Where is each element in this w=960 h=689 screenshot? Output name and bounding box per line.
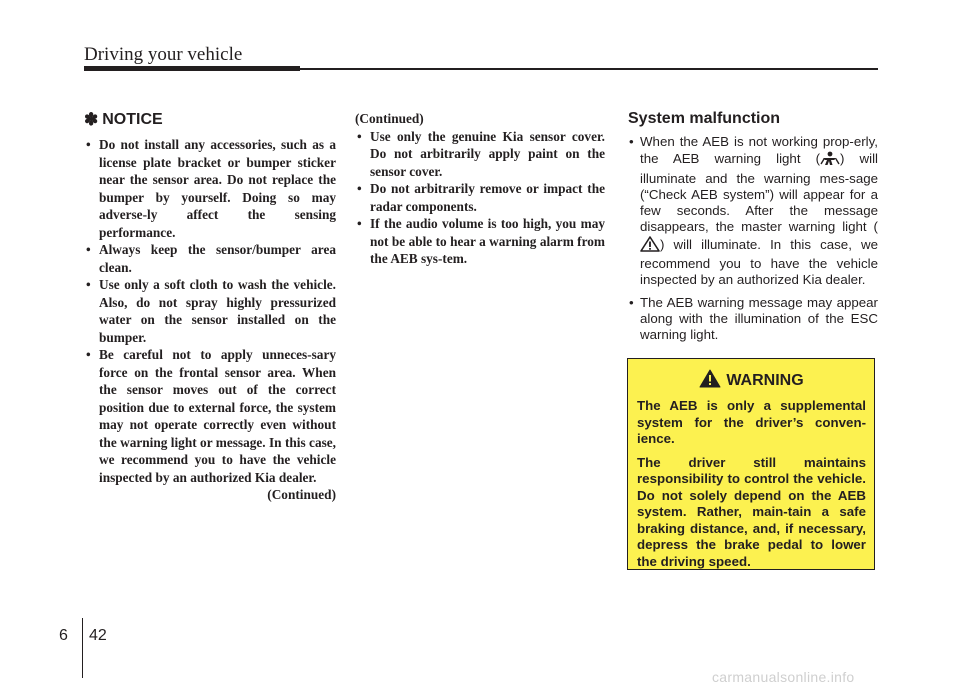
warning-triangle-icon — [699, 369, 726, 393]
notice-bullet-list — [355, 128, 605, 268]
malfunction-bullet-list — [628, 134, 878, 344]
malfunction-column — [628, 110, 878, 350]
warning-title: WARNING — [726, 372, 804, 389]
page-number: 42 — [89, 627, 107, 644]
header-rule-thick — [84, 66, 300, 71]
header-rule-thin — [300, 68, 878, 70]
warning-heading — [637, 369, 866, 393]
chapter-number: 6 — [59, 627, 68, 644]
notice-title: NOTICE — [102, 111, 163, 128]
notice-column-2 — [355, 110, 605, 268]
notice-heading — [84, 110, 336, 130]
notice-bullet: • Do not install any accessories, such as a license plate bracket or bumper sticker near the sensor area. Do not replace the bumper by yourself. Doing so may adverse-ly affect the sensing performance. — [86, 137, 336, 240]
master-warning-triangle-icon — [640, 236, 660, 256]
footer-divider — [82, 618, 83, 678]
warning-paragraph: The driver still maintains responsibility to control the vehicle. Do not solely depend on the AEB system. Rather, main-tain a safe braking distance, and, if necessary, depress the brake pedal to lower the driving speed. — [637, 454, 866, 569]
section-header-title: Driving your vehicle — [84, 44, 243, 65]
continued-label: (Continued) — [355, 111, 424, 126]
aeb-warning-light-icon — [820, 150, 840, 170]
section-heading: System malfunction — [628, 110, 781, 127]
watermark-text: carmanualsonline.info — [712, 669, 855, 685]
malfunction-bullet: • When the AEB is not working prop-erly, the AEB warning light ( ) will illuminate and the warning mes-sage (“Check AEB system”) will appear for a few seconds. After the message disappears, the master warning light () will illuminate. In this case, we recommend you to have the vehicle inspected by an authorized Kia dealer. — [629, 134, 878, 288]
notice-bullet: • Always keep the sensor/bumper area clean. — [86, 242, 336, 275]
notice-column-1 — [84, 110, 336, 504]
notice-star-icon: ✽ — [84, 110, 99, 129]
notice-bullet: • Do not arbitrarily remove or impact the radar components. — [357, 181, 605, 214]
notice-bullet: • If the audio volume is too high, you may not be able to hear a warning alarm from the AEB sys-tem. — [357, 216, 605, 266]
notice-bullet: • Use only a soft cloth to wash the vehicle. Also, do not spray highly pressurized water on the sensor installed on the bumper. — [86, 277, 336, 345]
notice-bullet-list — [84, 136, 336, 486]
notice-bullet: • Be careful not to apply unneces-sary force on the frontal sensor area. When the sensor moves out of the correct position due to external force, the system may not operate correctly even without the warning light or message. In this case, we recommend you to have the vehicle inspected by an authorized Kia dealer. — [86, 347, 336, 485]
warning-paragraph: The AEB is only a supplemental system for the driver’s conven-ience. — [637, 398, 866, 446]
malfunction-bullet: • The AEB warning message may appear along with the illumination of the ESC warning light. — [629, 294, 878, 343]
notice-bullet: • Use only the genuine Kia sensor cover. Do not arbitrarily apply paint on the sensor cover. — [357, 128, 605, 179]
continued-label: (Continued) — [267, 487, 336, 502]
warning-box — [627, 358, 875, 570]
